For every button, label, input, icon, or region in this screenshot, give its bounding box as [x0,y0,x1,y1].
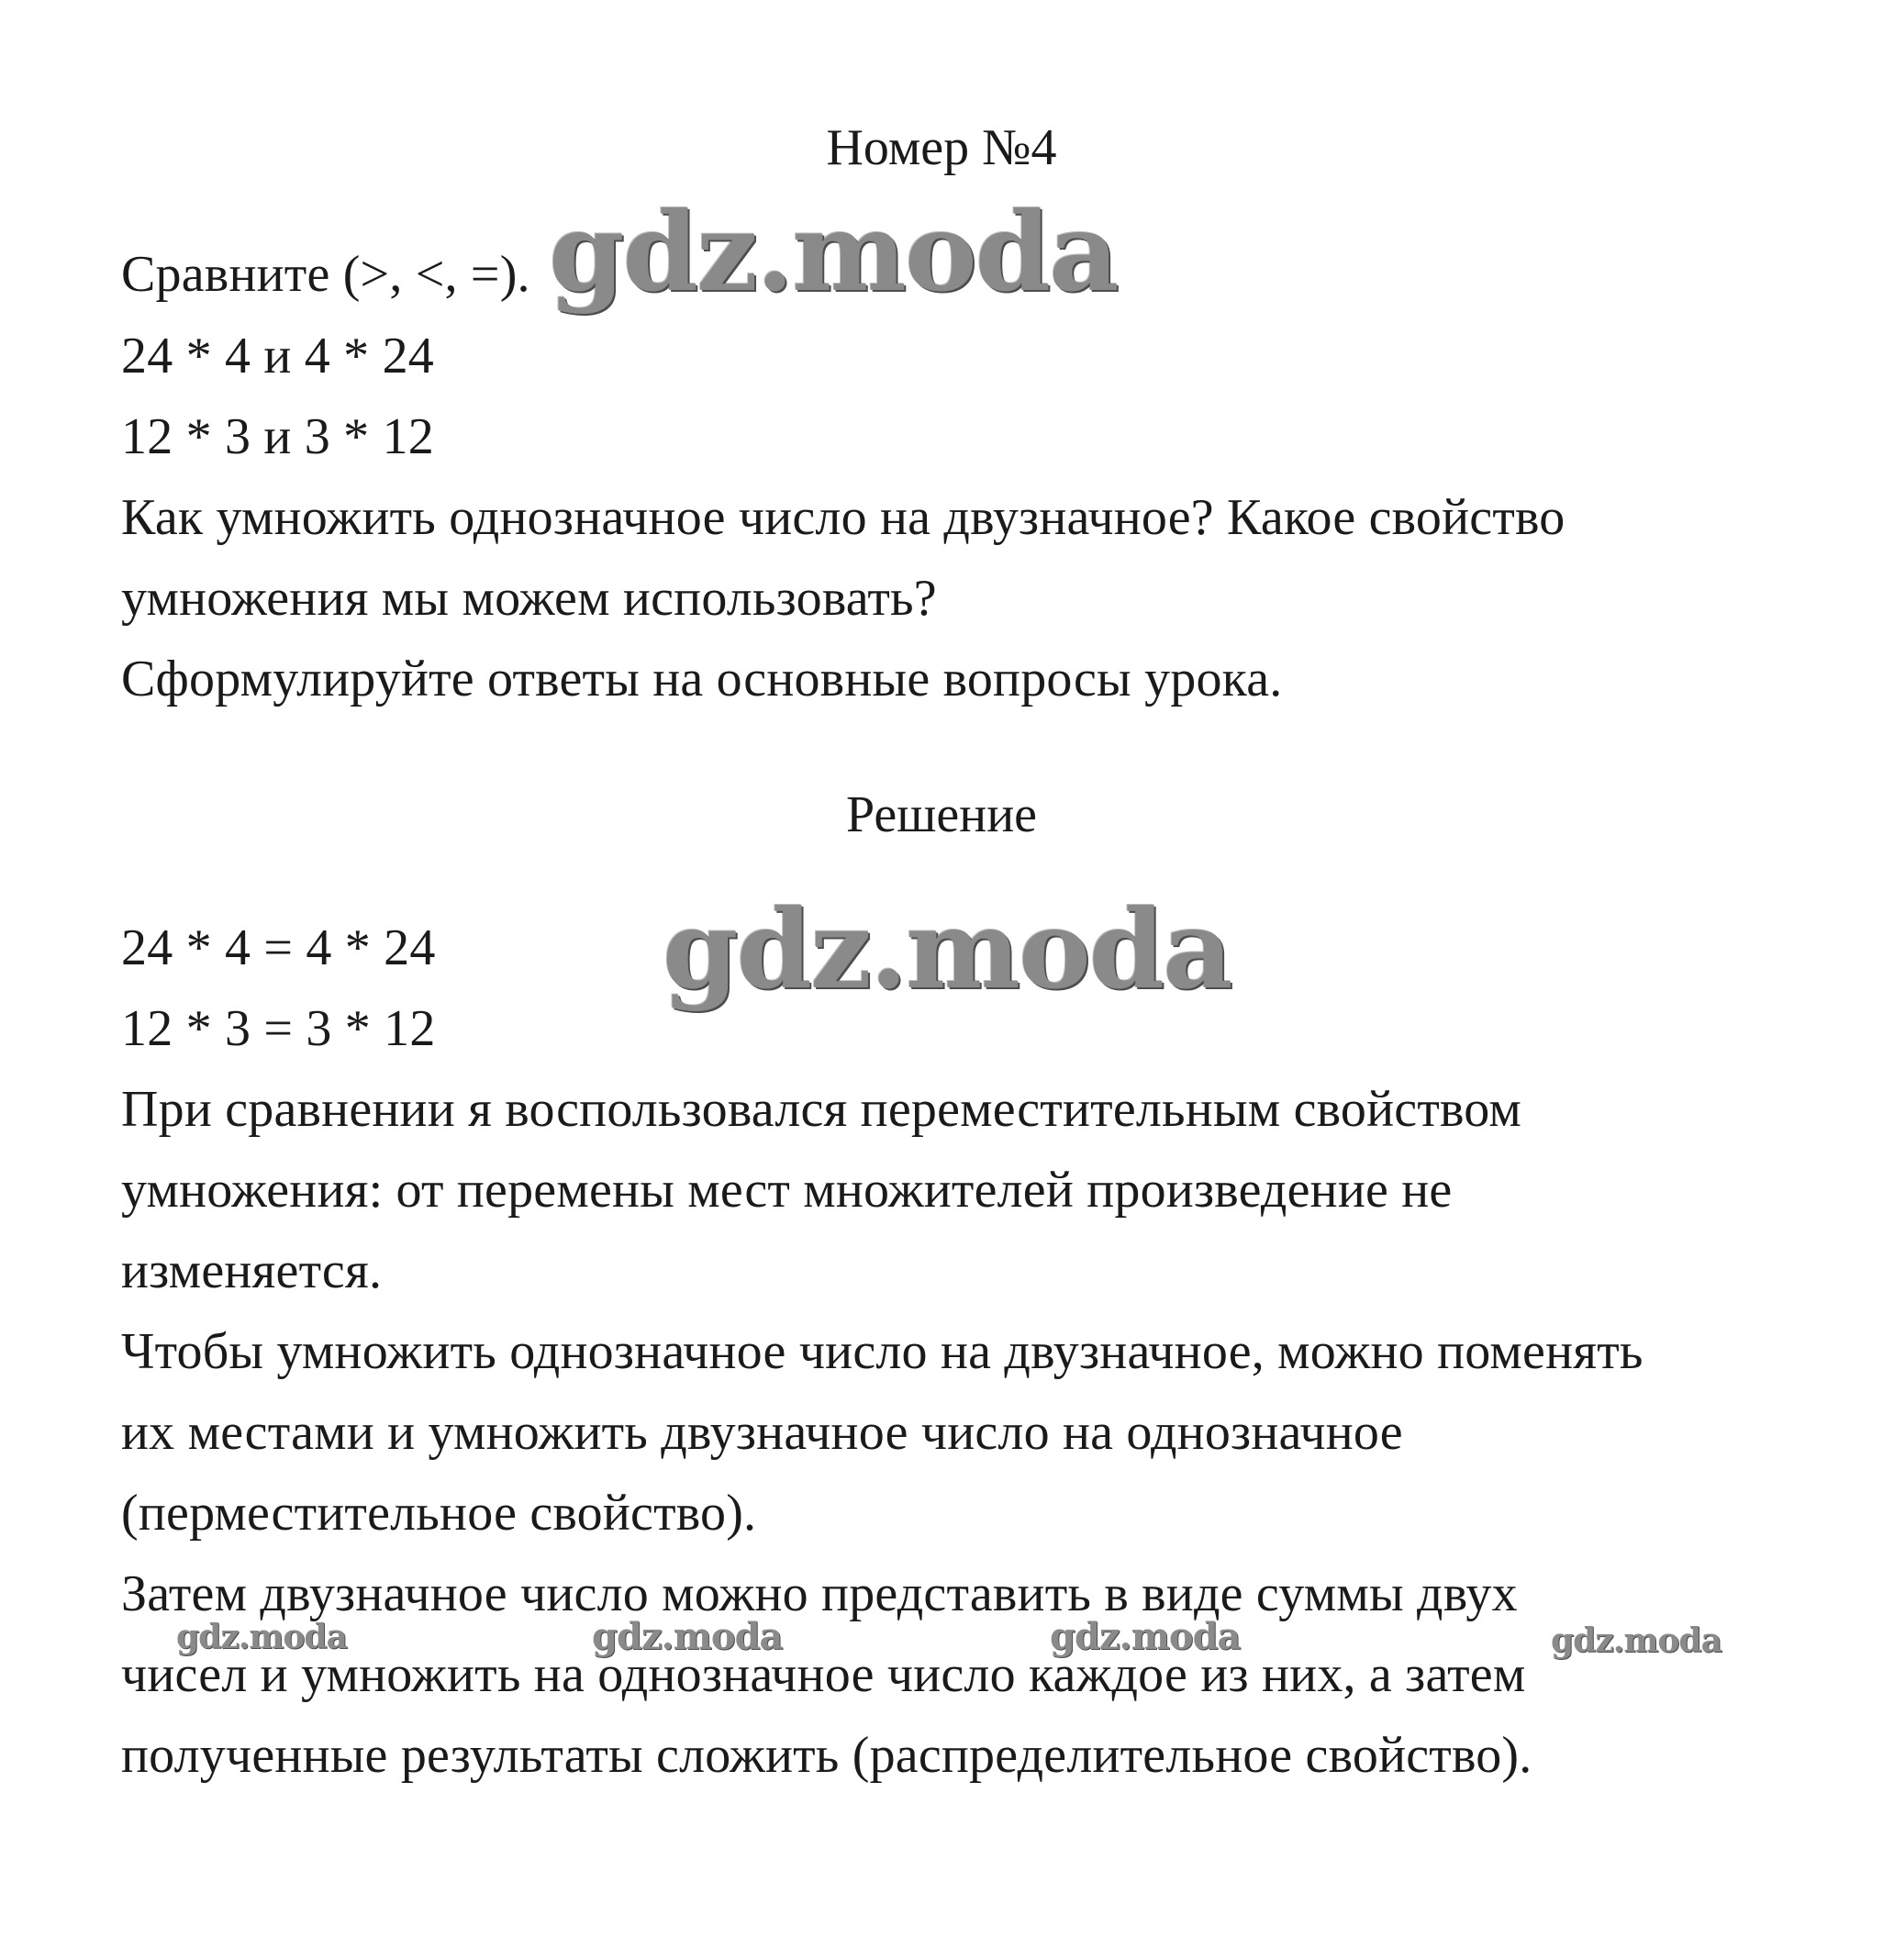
task-question: Как умножить однозначное число на двузначное? Какое свойство [121,489,1565,546]
solution-line: 12 * 3 = 3 * 12 [121,1000,436,1057]
solution-paragraph: чисел и умножить на однозначное число каждое из них, а затем [121,1646,1526,1703]
task-question: умножения мы можем использовать? [121,570,937,627]
watermark-logo: gdz.moda [592,1615,783,1658]
task-instruction: Сравните (>, <, =). [121,246,530,303]
solution-line: 24 * 4 = 4 * 24 [121,919,436,976]
task-line: Сформулируйте ответы на основные вопросы урока. [121,651,1283,707]
solution-paragraph: умножения: от перемены мест множителей произведение не [121,1162,1453,1219]
solution-paragraph: их местами и умножить двузначное число на однозначное [121,1404,1403,1461]
watermark-logo: gdz.moda [1551,1621,1721,1660]
solution-paragraph: Затем двузначное число можно представить в виде суммы двух [121,1565,1518,1622]
task-line: 12 * 3 и 3 * 12 [121,408,434,465]
solution-paragraph: изменяется. [121,1242,383,1299]
watermark-logo: gdz.moda [549,188,1118,316]
watermark-logo: gdz.moda [176,1618,347,1656]
task-line: 24 * 4 и 4 * 24 [121,328,434,384]
watermark-logo: gdz.moda [1050,1615,1241,1658]
task-title: Номер №4 [826,119,1057,176]
solution-title: Решение [845,786,1038,843]
solution-paragraph: (перместительное свойство). [121,1485,757,1542]
watermark-logo: gdz.moda [663,885,1231,1013]
solution-paragraph: полученные результаты сложить (распределительное свойство). [121,1727,1532,1784]
solution-paragraph: Чтобы умножить однозначное число на двузначное, можно поменять [121,1323,1643,1380]
solution-paragraph: При сравнении я воспользовался переместительным свойством [121,1081,1522,1138]
